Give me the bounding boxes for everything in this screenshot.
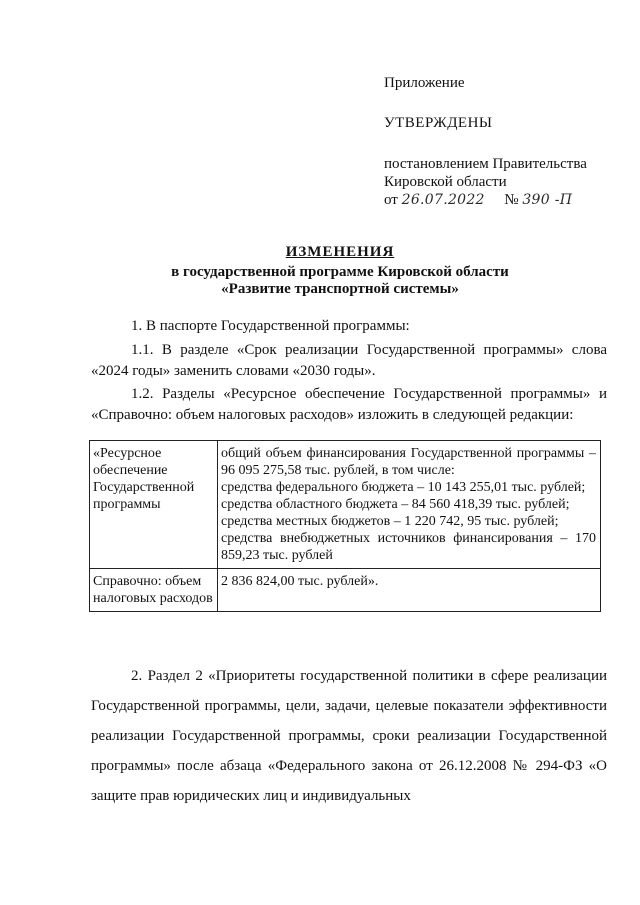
paragraph-2: 2. Раздел 2 «Приоритеты государственной политики в сфере реализации Государственной программы, цели, задачи, целевые показатели эффективности реализации Государственной программы, сроки реализации Государственной программы» после абзаца «Федерального закона от 26.12.2008 № 294-ФЗ «О защите прав юридических лиц и индивидуальных bbox=[91, 668, 607, 804]
approval-block bbox=[384, 74, 614, 209]
funding-federal: средства федерального бюджета – 10 143 255,01 тыс. рублей; bbox=[221, 480, 586, 495]
date-number-row bbox=[384, 191, 614, 209]
handwritten-date: 26.07.2022 bbox=[401, 192, 485, 208]
handwritten-number: 390 -П bbox=[522, 192, 573, 208]
paragraph-1-1: 1.1. В разделе «Срок реализации Государственной программы» слова «2024 годы» заменить словами «2030 годы». bbox=[91, 342, 607, 379]
table-row bbox=[90, 569, 601, 612]
funding-extrabudgetary: средства внебюджетных источников финансирования – 170 859,23 тыс. рублей bbox=[221, 531, 596, 563]
approved-label: УТВЕРЖДЕНЫ bbox=[384, 115, 493, 131]
paragraph-1: 1. В паспорте Государственной программы: bbox=[131, 318, 410, 334]
row-label-resources: «Ресурсное обеспечение Государственной программы bbox=[90, 441, 218, 569]
resources-table bbox=[89, 440, 601, 612]
row-value-tax: 2 836 824,00 тыс. рублей». bbox=[218, 569, 601, 612]
decree-line-1: постановлением Правительства bbox=[384, 156, 587, 172]
title-line-2: в государственной программе Кировской области bbox=[171, 264, 509, 280]
row-value-resources bbox=[218, 441, 601, 569]
appendix-label: Приложение bbox=[384, 75, 465, 91]
paragraph-1-2: 1.2. Разделы «Ресурсное обеспечение Государственной программы» и «Справочно: объем налоговых расходов» изложить в следующей редакции: bbox=[91, 386, 607, 423]
funding-total: общий объем финансирования Государственной программы – 96 095 275,58 тыс. рублей, в том числе: bbox=[221, 446, 596, 478]
number-prefix: № bbox=[504, 192, 519, 208]
funding-local: средства местных бюджетов – 1 220 742, 95 тыс. рублей; bbox=[221, 514, 559, 529]
table-row bbox=[90, 441, 601, 569]
row-label-tax: Справочно: объем налоговых расходов bbox=[90, 569, 218, 612]
funding-regional: средства областного бюджета – 84 560 418,39 тыс. рублей; bbox=[221, 497, 570, 512]
document-title: ИЗМЕНЕНИЯ bbox=[285, 244, 395, 260]
decree-line-2: Кировской области bbox=[384, 174, 507, 190]
title-line-3: «Развитие транспортной системы» bbox=[221, 281, 459, 297]
date-prefix: от bbox=[384, 192, 398, 208]
document-title-block bbox=[60, 244, 620, 298]
